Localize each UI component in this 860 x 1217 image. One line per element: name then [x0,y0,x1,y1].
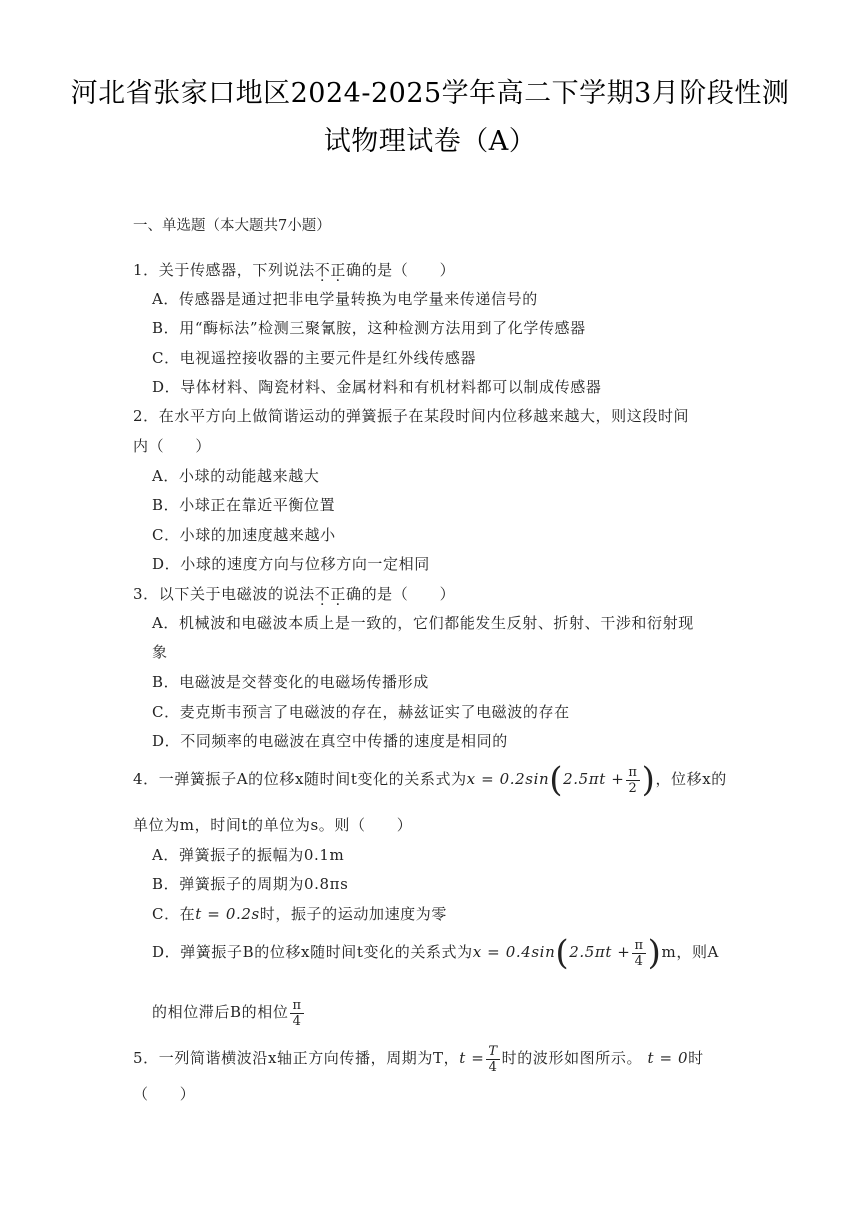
q5-stem-part: 时的波形如图所示。 [501,1049,643,1067]
question-1-stem [133,259,455,280]
q4-option-c [152,903,447,924]
q4-stem-part: 4．一弹簧振子A的位移x随时间t变化的关系式为 [133,770,467,788]
q1-option-d: D．导体材料、陶瓷材料、金属材料和有机材料都可以制成传感器 [152,378,602,396]
q2-option-c: C．小球的加速度越来越小 [152,526,336,544]
q4-option-b: B．弹簧振子的周期为0.8πs [152,875,349,893]
q1-option-c: C．电视遥控接收器的主要元件是红外线传感器 [152,349,477,367]
q1-option-a: A．传感器是通过把非电学量转换为电学量来传递信号的 [152,290,538,308]
question-5-stem [133,1040,704,1076]
q4d-line2-text: 的相位滞后B的相位 [152,1003,289,1021]
q1-stem-part: 1．关于传感器，下列说法 [133,261,315,279]
emphasis-dot-char: 正 [330,585,346,603]
frac-numerator: T [488,1043,498,1059]
q4d-formula-lhs: x = 0.4sin [472,943,556,961]
section-heading: 一、单选题（本大题共7小题） [133,218,331,234]
q2-option-a: A．小球的动能越来越大 [152,467,320,485]
q3-stem-part: 确的是（ ） [345,585,456,603]
q1-option-b: B．用“酶标法”检测三聚氰胺，这种检测方法用到了化学传感器 [152,319,586,337]
q3-option-a-line1: A．机械波和电磁波本质上是一致的，它们都能发生反射、折射、干涉和衍射现 [152,614,694,632]
q4d-part: m，则A [661,943,719,961]
title-line-1: 河北省张家口地区2024-2025学年高二下学期3月阶段性测 [70,78,790,109]
q3-option-b: B．电磁波是交替变化的电磁场传播形成 [152,673,429,691]
frac-denominator: 4 [292,1013,302,1029]
q3-option-d: D．不同频率的电磁波在真空中传播的速度是相同的 [152,732,508,750]
question-4-stem-line2: 单位为m，时间t的单位为s。则（ ） [133,816,413,834]
q4-option-d-line2 [152,994,306,1030]
q4-formula-lhs: x = 0.2sin [466,770,550,788]
q5-stem-part: 时 [688,1049,704,1067]
q5-fraction [486,1044,499,1075]
question-2-stem-line2: 内（ ） [133,437,212,455]
q2-option-b: B．小球正在靠近平衡位置 [152,496,336,514]
q4d-part: D．弹簧振子B的位移x随时间t变化的关系式为 [152,943,473,961]
question-5-stem-line2: （ ） [133,1085,196,1103]
q2-option-d: D．小球的速度方向与位移方向一定相同 [152,555,430,573]
title-line-2: 试物理试卷（A） [323,126,537,157]
frac-denominator: 2 [628,780,638,796]
q3-option-c: C．麦克斯韦预言了电磁波的存在，赫兹证实了电磁波的存在 [152,703,570,721]
q4d-line2-fraction [290,998,303,1029]
q4-option-a: A．弹簧振子的振幅为0.1m [152,846,345,864]
q4c-part: 时，振子的运动加速度为零 [259,905,447,923]
paren-close: ) [641,760,656,800]
q4c-math: t = 0.2s [195,905,260,923]
frac-numerator: π [628,764,638,780]
paren-open: ( [549,760,564,800]
question-2-stem-line1: 2．在水平方向上做简谐运动的弹簧振子在某段时间内位移越来越大，则这段时间 [133,407,690,425]
question-3-stem [133,583,455,604]
page-title [70,70,790,166]
q5-stem-part: 5．一列简谐横波沿x轴正方向传播，周期为T， [133,1049,460,1067]
frac-numerator: π [292,997,302,1013]
frac-denominator: 4 [634,953,644,969]
q4-formula-inner: 2.5πt + [563,770,625,788]
emphasis-dot-char: 正 [330,261,346,279]
paren-close: ) [647,933,662,973]
q3-option-a-line2: 象 [152,643,168,661]
q4-fraction [626,765,639,796]
q3-stem-part: 3．以下关于电磁波的说法 [133,585,315,603]
q4d-fraction [632,938,645,969]
frac-denominator: 4 [488,1059,498,1075]
q5-math: t = [459,1049,485,1067]
q5-math: t = 0 [647,1049,689,1067]
frac-numerator: π [634,937,644,953]
q4-stem-part: ，位移x的 [655,770,727,788]
q4-option-d [152,933,719,972]
emphasis-dot-char: 不 [314,261,331,279]
q1-stem-part: 确的是（ ） [345,261,456,279]
paren-open: ( [555,933,570,973]
emphasis-dot-char: 不 [314,585,331,603]
q4d-formula-inner: 2.5πt + [569,943,631,961]
question-4-stem [133,760,727,799]
q4c-part: C．在 [152,905,196,923]
